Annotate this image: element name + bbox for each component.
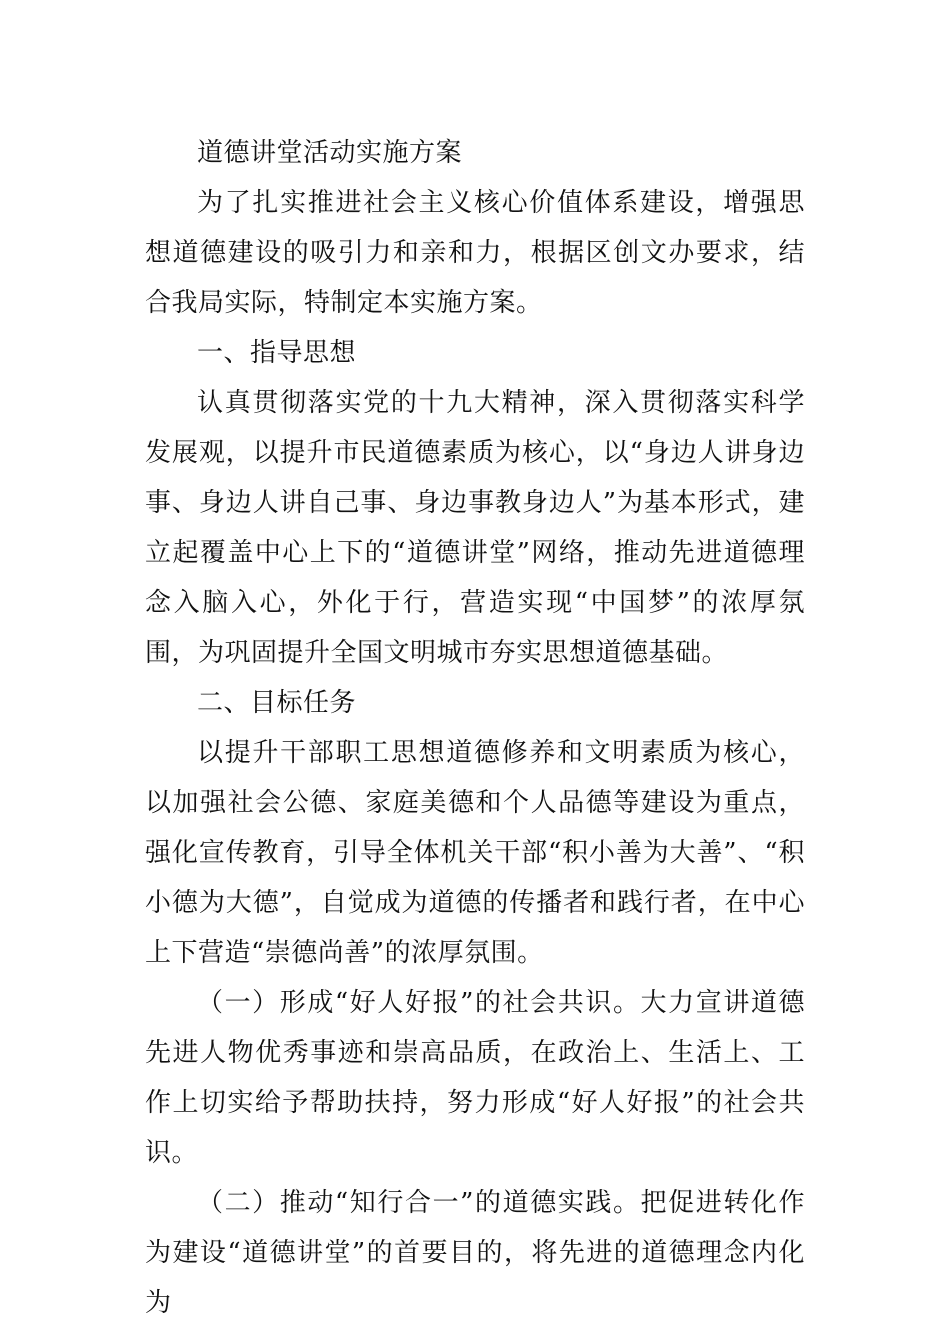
- goals-tasks-paragraph: 以提升干部职工思想道德修养和文明素质为核心，以加强社会公德、家庭美德和个人品德等建设为重点，强化宣传教育，引导全体机关干部“积小善为大善”、“积小德为大德”，自觉成为道德的传播者和践行者，在中心上下营造“崇德尚善”的浓厚氛围。: [145, 738, 805, 968]
- section-heading-goals-tasks: 二、目标任务: [197, 688, 357, 718]
- guiding-ideology-paragraph: 认真贯彻落实党的十九大精神，深入贯彻落实科学发展观，以提升市民道德素质为核心，以“身边人讲身边事、身边人讲自己事、身边事教身边人”为基本形式，建立起覆盖中心上下的“道德讲堂”网络，推动先进道德理念入脑入心，外化于行，营造实现“中国梦”的浓厚氛围，为巩固提升全国文明城市夯实思想道德基础。: [145, 388, 805, 668]
- subsection-paragraph-2: （二）推动“知行合一”的道德实践。把促进转化作为建设“道德讲堂”的首要目的，将先进的道德理念内化为: [145, 1188, 805, 1318]
- section-heading-guiding-ideology: 一、指导思想: [197, 338, 357, 368]
- document-page: [145, 128, 805, 1328]
- document-title: 道德讲堂活动实施方案: [197, 138, 463, 168]
- intro-paragraph: 为了扎实推进社会主义核心价值体系建设，增强思想道德建设的吸引力和亲和力，根据区创文办要求，结合我局实际，特制定本实施方案。: [145, 188, 805, 318]
- subsection-paragraph-1: （一）形成“好人好报”的社会共识。大力宣讲道德先进人物优秀事迹和崇高品质，在政治上、生活上、工作上切实给予帮助扶持，努力形成“好人好报”的社会共识。: [145, 988, 805, 1168]
